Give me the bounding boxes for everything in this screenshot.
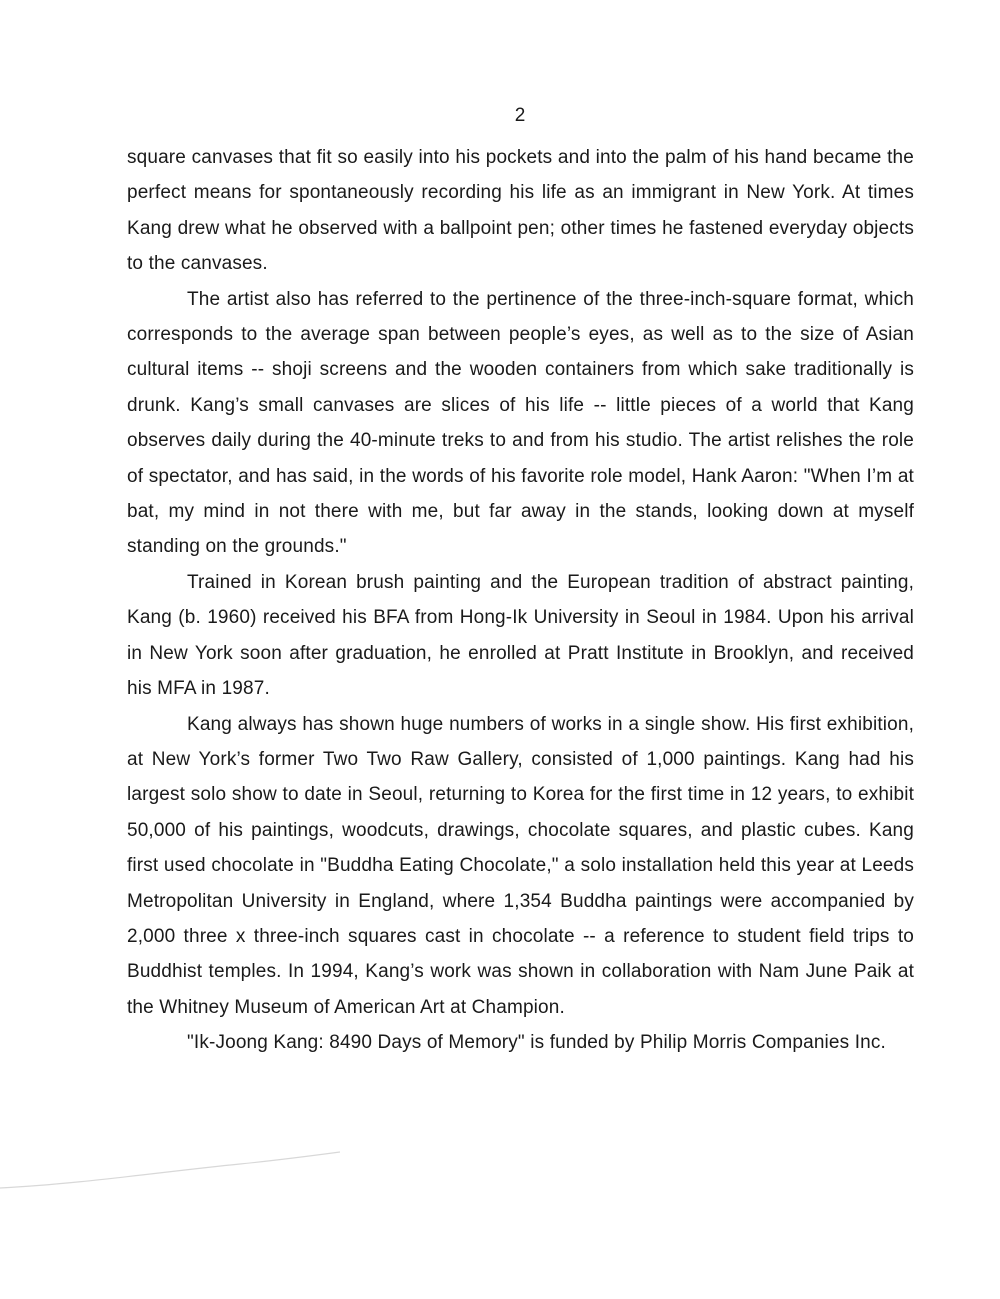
paragraph-4: Kang always has shown huge numbers of works in a single show. His first exhibition, at New York’s former Two Two Raw Gallery, consisted of 1,000 paintings. Kang had his largest solo show to date in Seoul, returning to Korea for the first time in 12 years, to exhibit 50,000 of his paintings, woodcuts, drawings, chocolate squares, and plastic cubes. Kang first used chocolate in "Buddha Eating Chocolate," a solo installation held this year at Leeds Metropolitan University in England, where 1,354 Buddha paintings were accompanied by 2,000 three x three-inch squares cast in chocolate -- a reference to student field trips to Buddhist temples. In 1994, Kang’s work was shown in collaboration with Nam June Paik at the Whitney Museum of American Art at Champion. [127, 713, 914, 1018]
paragraph-3: Trained in Korean brush painting and the European tradition of abstract painting, Kang (b. 1960) received his BFA from Hong-Ik University in Seoul in 1984. Upon his arrival in New York soon after graduation, he enrolled at Pratt Institute in Brooklyn, and received his MFA in 1987. [127, 571, 914, 700]
page-number: 2 [514, 105, 526, 126]
scan-artifact-line [0, 1140, 340, 1200]
paragraph-1: square canvases that fit so easily into his pockets and into the palm of his hand became the perfect means for spontaneously recording his life as an immigrant in New York. At times Kang drew what he observed with a ballpoint pen; other times he fastened everyday objects to the canvases. [127, 147, 914, 275]
body-text [127, 140, 914, 1061]
paragraph-2: The artist also has referred to the pertinence of the three-inch-square format, which corresponds to the average span between people’s eyes, as well as to the size of Asian cultural items -- shoji screens and the wooden containers from which sake traditionally is drunk. Kang’s small canvases are slices of his life -- little pieces of a world that Kang observes daily during the 40-minute treks to and from his studio. The artist relishes the role of spectator, and has said, in the words of his favorite role model, Hank Aaron: "When I’m at bat, my mind in not there with me, but far away in the stands, looking down at myself standing on the grounds." [127, 288, 914, 558]
paragraph-5: "Ik-Joong Kang: 8490 Days of Memory" is funded by Philip Morris Companies Inc. [187, 1032, 886, 1054]
